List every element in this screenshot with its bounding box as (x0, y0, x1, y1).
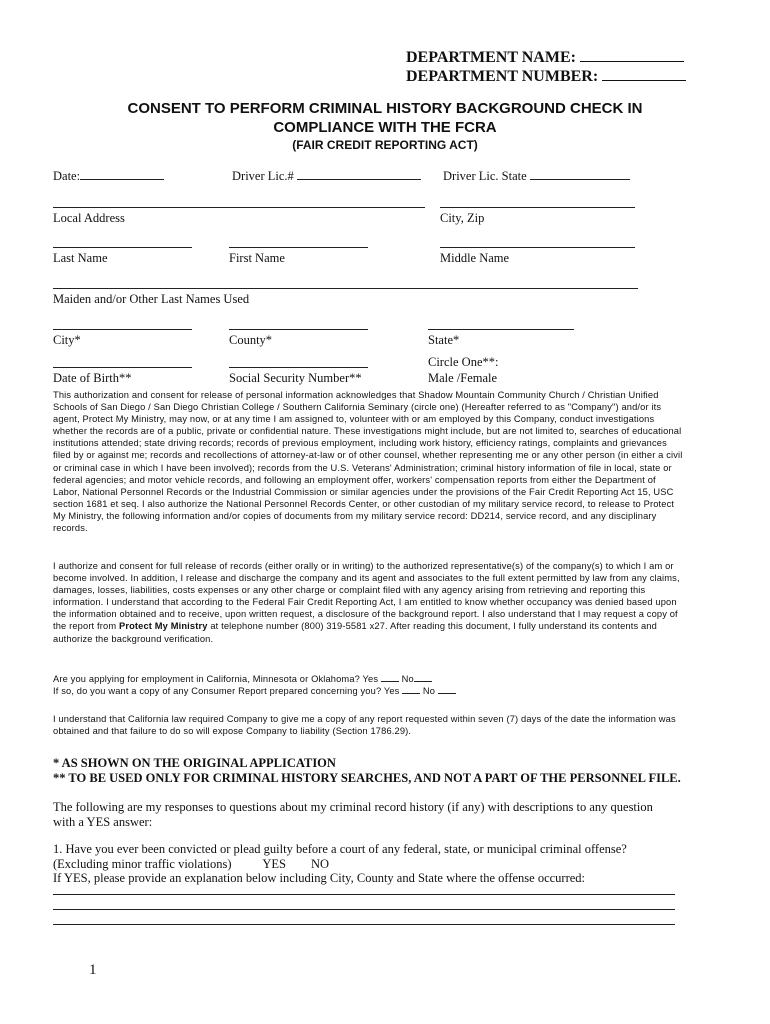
release-text-part2: at telephone number (800) 319-5581 x27. After reading this document, I fully understand its contents and authorize the background verification. (53, 621, 657, 644)
criminal-question-1 (53, 842, 678, 872)
department-name-label: DEPARTMENT NAME: (406, 49, 576, 66)
city-line[interactable] (53, 329, 192, 330)
department-name-blank[interactable] (580, 47, 684, 62)
single-star-note: * AS SHOWN ON THE ORIGINAL APPLICATION (53, 756, 336, 770)
maiden-names-line[interactable] (53, 288, 638, 289)
department-number-field (406, 66, 686, 86)
state-line[interactable] (428, 329, 574, 330)
explanation-line-3[interactable] (53, 924, 675, 925)
california-paragraph: I understand that California law required Company to give me a copy of any report requested within seven (7) days of the date the information was obtained and that failure to do so will expose Company to liability (Section 1786.29). (53, 714, 676, 737)
ssn-label: Social Security Number** (229, 371, 362, 385)
last-name-line[interactable] (53, 247, 192, 248)
responses-intro: The following are my responses to questions about my criminal record history (if any) with descriptions to any question with a YES answer: (53, 800, 653, 829)
driver-lic-blank[interactable] (297, 168, 421, 180)
ssn-line[interactable] (229, 367, 368, 368)
states-q1-yes-blank[interactable] (381, 672, 399, 682)
county-label: County* (229, 333, 273, 347)
department-number-blank[interactable] (602, 66, 686, 81)
yes-option[interactable]: YES (262, 857, 286, 871)
state-label: State* (428, 333, 460, 347)
first-name-label: First Name (229, 251, 285, 265)
middle-name-label: Middle Name (440, 251, 510, 265)
middle-name-line[interactable] (440, 247, 635, 248)
driver-lic-field (232, 168, 421, 183)
date-label: Date: (53, 169, 81, 183)
states-question-1-text: Are you applying for employment in California, Minnesota or Oklahoma? Yes (53, 674, 379, 684)
double-star-note: ** TO BE USED ONLY FOR CRIMINAL HISTORY SEARCHES, AND NOT A PART OF THE PERSONNEL FILE. (53, 771, 681, 785)
city-zip-line[interactable] (440, 207, 635, 208)
states-q2-no-blank[interactable] (438, 684, 456, 694)
maiden-names-label: Maiden and/or Other Last Names Used (53, 292, 250, 306)
city-zip-label: City, Zip (440, 211, 485, 225)
date-of-birth-line[interactable] (53, 367, 192, 368)
driver-lic-state-label: Driver Lic. State (443, 169, 527, 183)
first-name-line[interactable] (229, 247, 368, 248)
criminal-question-1-text: 1. Have you ever been convicted or plead guilty before a court of any federal, state, or municipal criminal offense? (Excluding minor traffic violations) (53, 842, 627, 871)
form-title-line1: CONSENT TO PERFORM CRIMINAL HISTORY BACKGROUND CHECK IN (127, 100, 643, 117)
gender-option[interactable]: Male /Female (428, 371, 498, 385)
date-blank[interactable] (80, 168, 164, 180)
local-address-label: Local Address (53, 211, 125, 225)
release-company-name: Protect My Ministry (118, 621, 208, 632)
states-q1-no-blank[interactable] (414, 672, 432, 682)
no-option[interactable]: NO (310, 857, 330, 871)
circle-one-label: Circle One**: (428, 355, 499, 369)
explanation-line-1[interactable] (53, 894, 675, 895)
date-of-birth-label: Date of Birth** (53, 371, 132, 385)
explanation-line-2[interactable] (53, 909, 675, 910)
states-q2-yes-blank[interactable] (402, 684, 420, 694)
last-name-label: Last Name (53, 251, 108, 265)
states-q2-no-label: No (422, 686, 436, 696)
explanation-instruction: If YES, please provide an explanation below including City, County and State where the offense occurred: (53, 871, 586, 885)
driver-lic-state-blank[interactable] (530, 168, 630, 180)
department-name-field (406, 47, 684, 67)
county-line[interactable] (229, 329, 368, 330)
states-q1-no-label: No (401, 674, 414, 684)
form-title-line2: COMPLIANCE WITH THE FCRA (273, 119, 497, 136)
release-text-part1: I authorize and consent for full release of records (either orally or in writing) to the authorized representative(s) of the company(s) to which I am or become involved. In addition, I release and discharge the company and its agent and associates to the full extent permitted by law from any claims, damages, losses, liabilities, costs expenses or any other charge or complaint filed with any agency arising from retrieving and reporting this information. I understand that according to the Federal Fair Credit Reporting Act, I am entitled to know whether occupancy was denied based upon the information obtained and to receive, upon written request, a disclosure of the background report. I also understand that I may request a copy of the report from (53, 561, 680, 632)
states-question-2 (53, 684, 683, 697)
form-subtitle: (FAIR CREDIT REPORTING ACT) (292, 138, 478, 152)
page-number: 1 (89, 962, 97, 978)
driver-lic-state-field (443, 168, 630, 183)
driver-lic-label: Driver Lic.# (232, 169, 294, 183)
date-field (53, 168, 164, 183)
release-paragraph (53, 560, 683, 645)
local-address-line[interactable] (53, 207, 425, 208)
authorization-paragraph: This authorization and consent for release of personal information acknowledges that Shadow Mountain Community Church / Christian Unified Schools of San Diego / San Diego Christian College / Southern California Seminary (circle one) (Hereafter referred to as "Company") and/or its agent, Protect My Ministry, may now, or at any time I am assigned to, volunteer with or am employed by this Company, conduct investigations whether the records are of a public, private or confidential nature. These investigations might include, but are not limited to, searches of educational institutions attended; state driving records; records of previous employment, including work history, efficiency ratings, complaints and grievances filed by or against me; records and recollections of attorney-at-law or of other counsel, whether representing me or any other person (in either a civil or criminal case in which I have been involved); records from the U.S. Veterans' Administration; criminal history information of file in local, state or federal agencies; and motor vehicle records, and following an employment offer, workers' compensation reports from either the Department of Labor, National Personnel Records or the Industrial Commission or similar agencies under the provisions of the Fair Credit Reporting Act 15, USC section 1681 et seq. I also authorize the National Personnel Records Center, or other custodian of my military service record, to release to Protect My Ministry, the following information and/or copies of documents from my military service record: DD214, service record, and any disciplinary records. (53, 390, 683, 534)
states-question-2-text: If so, do you want a copy of any Consumer Report prepared concerning you? Yes (53, 686, 400, 696)
city-label: City* (53, 333, 81, 347)
department-number-label: DEPARTMENT NUMBER: (406, 68, 599, 85)
